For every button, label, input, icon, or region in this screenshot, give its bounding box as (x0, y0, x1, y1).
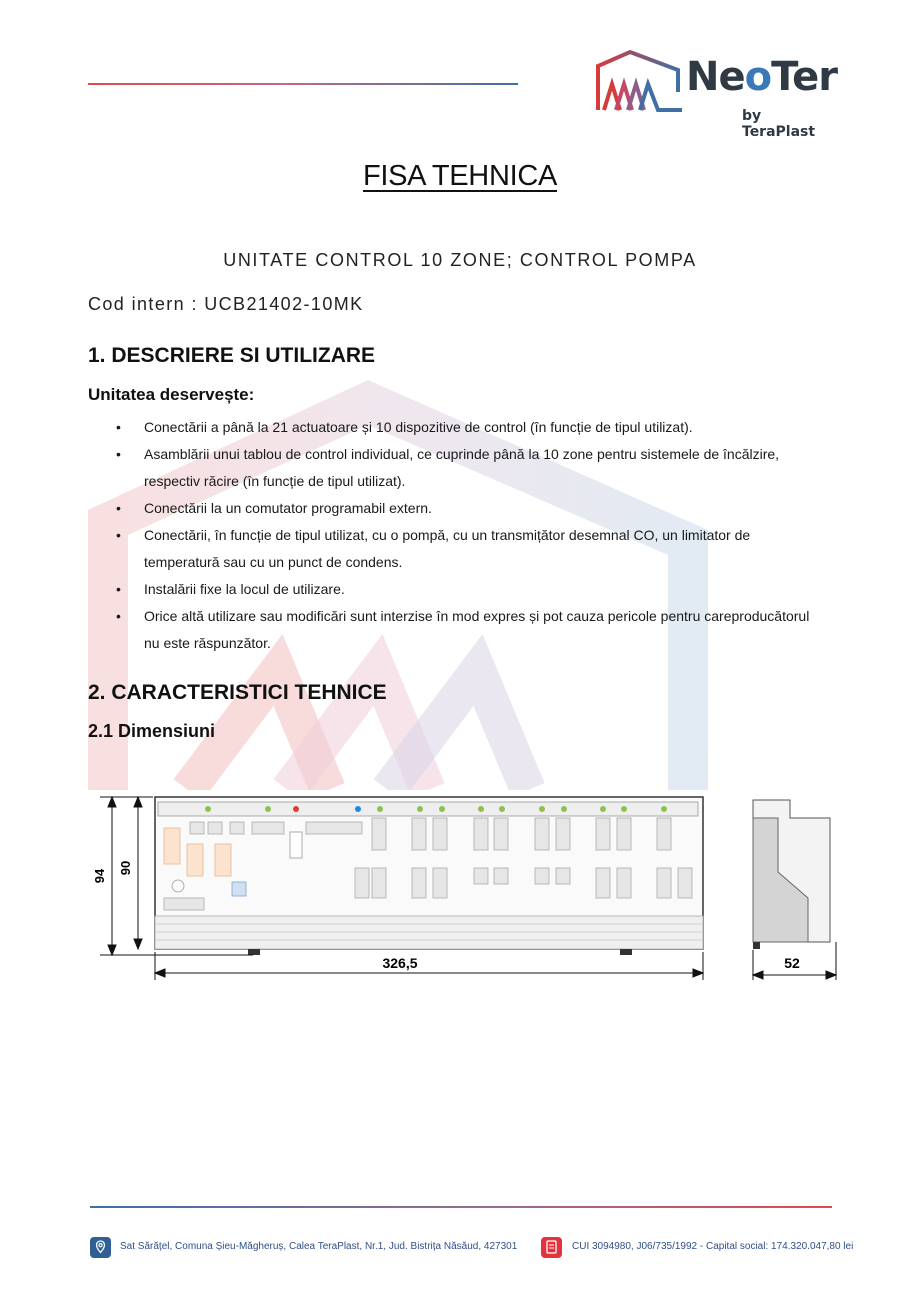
usage-list (116, 414, 828, 657)
section-heading-description: 1. DESCRIERE SI UTILIZARE (88, 344, 376, 367)
location-pin-icon (90, 1237, 111, 1258)
logo-wordmark: NeoTer (686, 54, 837, 100)
section-heading-technical: 2. CARACTERISTICI TEHNICE (88, 681, 387, 704)
footer-divider (90, 1206, 832, 1208)
dimension-height-inner: 90 (118, 860, 133, 876)
footer-address: Sat Sărățel, Comuna Șieu-Măgheruș, Calea TeraPlast, Nr.1, Jud. Bistrița Năsăud, 427301 (120, 1241, 518, 1252)
usage-subheading: Unitatea deservește: (88, 385, 255, 404)
list-item: • Instalării fixe la locul de utilizare. (116, 581, 345, 597)
document-title: FISA TEHNICA (362, 160, 558, 192)
document-icon (541, 1237, 562, 1258)
list-item: • Conectării la un comutator programabil extern. (116, 500, 432, 516)
dimension-drawing (90, 790, 840, 985)
footer-company-info: CUI 3094980, J06/735/1992 - Capital social: 174.320.047,80 lei (572, 1241, 854, 1252)
internal-code: Cod intern : UCB21402-10MK (88, 294, 364, 314)
list-item: • Conectării a până la 21 actuatoare și 10 dispozitive de control (în funcție de tipul utilizat). (116, 419, 693, 435)
dimension-height-outer: 94 (92, 868, 107, 884)
list-item: • Conectării, în funcție de tipul utilizat, cu o pompă, cu un transmițător desemnal CO, un limitator de temperatură sau cu un punct de condens. (116, 527, 751, 570)
neoter-logo (594, 48, 839, 140)
list-item: • Orice altă utilizare sau modificări sunt interzise în mod expres și pot cauza pericole pentru careproducătorul nu este răspunzător. (116, 608, 810, 651)
list-item: • Asamblării unui tablou de control individual, ce cuprinde până la 10 zone pentru sistemele de încălzire, respectiv răcire (în funcție de tipul utilizat). (116, 446, 780, 489)
dimension-depth: 52 (784, 955, 800, 971)
product-subtitle: UNITATE CONTROL 10 ZONE; CONTROL POMPA (223, 250, 697, 270)
header-divider (88, 83, 518, 85)
logo-tagline: by TeraPlast (742, 108, 816, 140)
dimensions-subheading: 2.1 Dimensiuni (88, 721, 216, 741)
house-logo-icon (594, 48, 686, 118)
unit-side-view (753, 800, 830, 949)
dimension-width: 326,5 (382, 955, 418, 971)
